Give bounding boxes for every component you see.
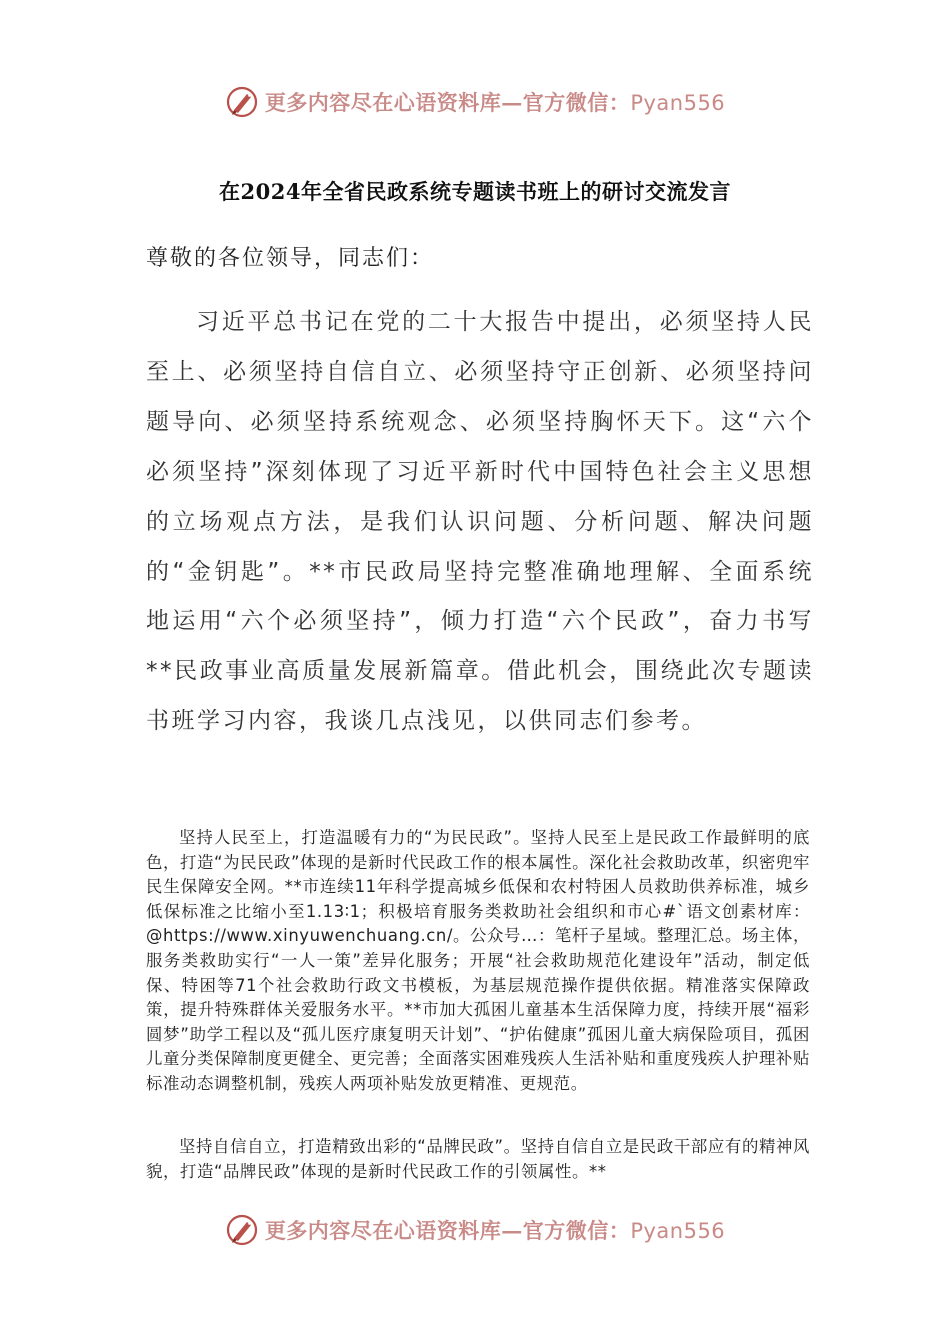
wechat-id: Pyan556 — [630, 91, 726, 115]
footer-watermark-banner — [0, 1210, 950, 1250]
pen-logo-icon — [225, 85, 259, 119]
wechat-id: Pyan556 — [630, 1219, 726, 1243]
banner-text: 更多内容尽在心语资料库—官方微信：Pyan556 — [264, 1218, 726, 1243]
header-watermark-banner — [0, 82, 950, 122]
intro-paragraph: 习近平总书记在党的二十大报告中提出，必须坚持人民至上、必须坚持自信自立、必须坚持守正创新、必须坚持问题导向、必须坚持系统观念、必须坚持胸怀天下。这“六个必须坚持”深刻体现了习近平新时代中国特色社会主义思想的立场观点方法，是我们认识问题、分析问题、解决问题的“金钥匙”。**市民政局坚持完整准确地理解、全面系统地运用“六个必须坚持”，倾力打造“六个民政”，奋力书写**民政事业高质量发展新篇章。借此机会，围绕此次专题读书班学习内容，我谈几点浅见，以供同志们参考。 — [146, 309, 814, 735]
document-title: 在2024年全省民政系统专题读书班上的研讨交流发言 — [219, 179, 731, 204]
pen-logo-icon — [225, 1213, 259, 1247]
section-paragraph-1: 坚持人民至上，打造温暖有力的“为民民政”。坚持人民至上是民政工作最鲜明的底色，打造“为民民政”体现的是新时代民政工作的根本属性。深化社会救助改革，织密兜牢民生保障安全网。**市连续11年科学提高城乡低保和农村特困人员救助供养标准，城乡低保标准之比缩小至1.13∶1；积极培育服务类救助社会组织和市心#`语文创素材库：@https://www.xinyuwenchuang.cn/。公众号…：笔杆子星域。整理汇总。场主体，服务类救助实行“一人一策”差异化服务；开展“社会救助规范化建设年”活动，制定低保、特困等71个社会救助行政文书模板，为基层规范操作提供依据。精准落实保障政策，提升特殊群体关爱服务水平。**市加大孤困儿童基本生活保障力度，持续开展“福彩圆梦”助学工程以及“孤儿医疗康复明天计划”、“护佑健康”孤困儿童大病保险项目，孤困儿童分类保障制度更健全、更完善；全面落实困难残疾人生活补贴和重度残疾人护理补贴标准动态调整机制，残疾人两项补贴发放更精准、更规范。 — [146, 828, 810, 1093]
section-paragraph-2: 坚持自信自立，打造精致出彩的“品牌民政”。坚持自信自立是民政干部应有的精神风貌，打造“品牌民政”体现的是新时代民政工作的引领属性。** — [146, 1137, 810, 1181]
banner-text: 更多内容尽在心语资料库—官方微信：Pyan556 — [264, 90, 726, 115]
salutation: 尊敬的各位领导，同志们： — [146, 246, 435, 271]
